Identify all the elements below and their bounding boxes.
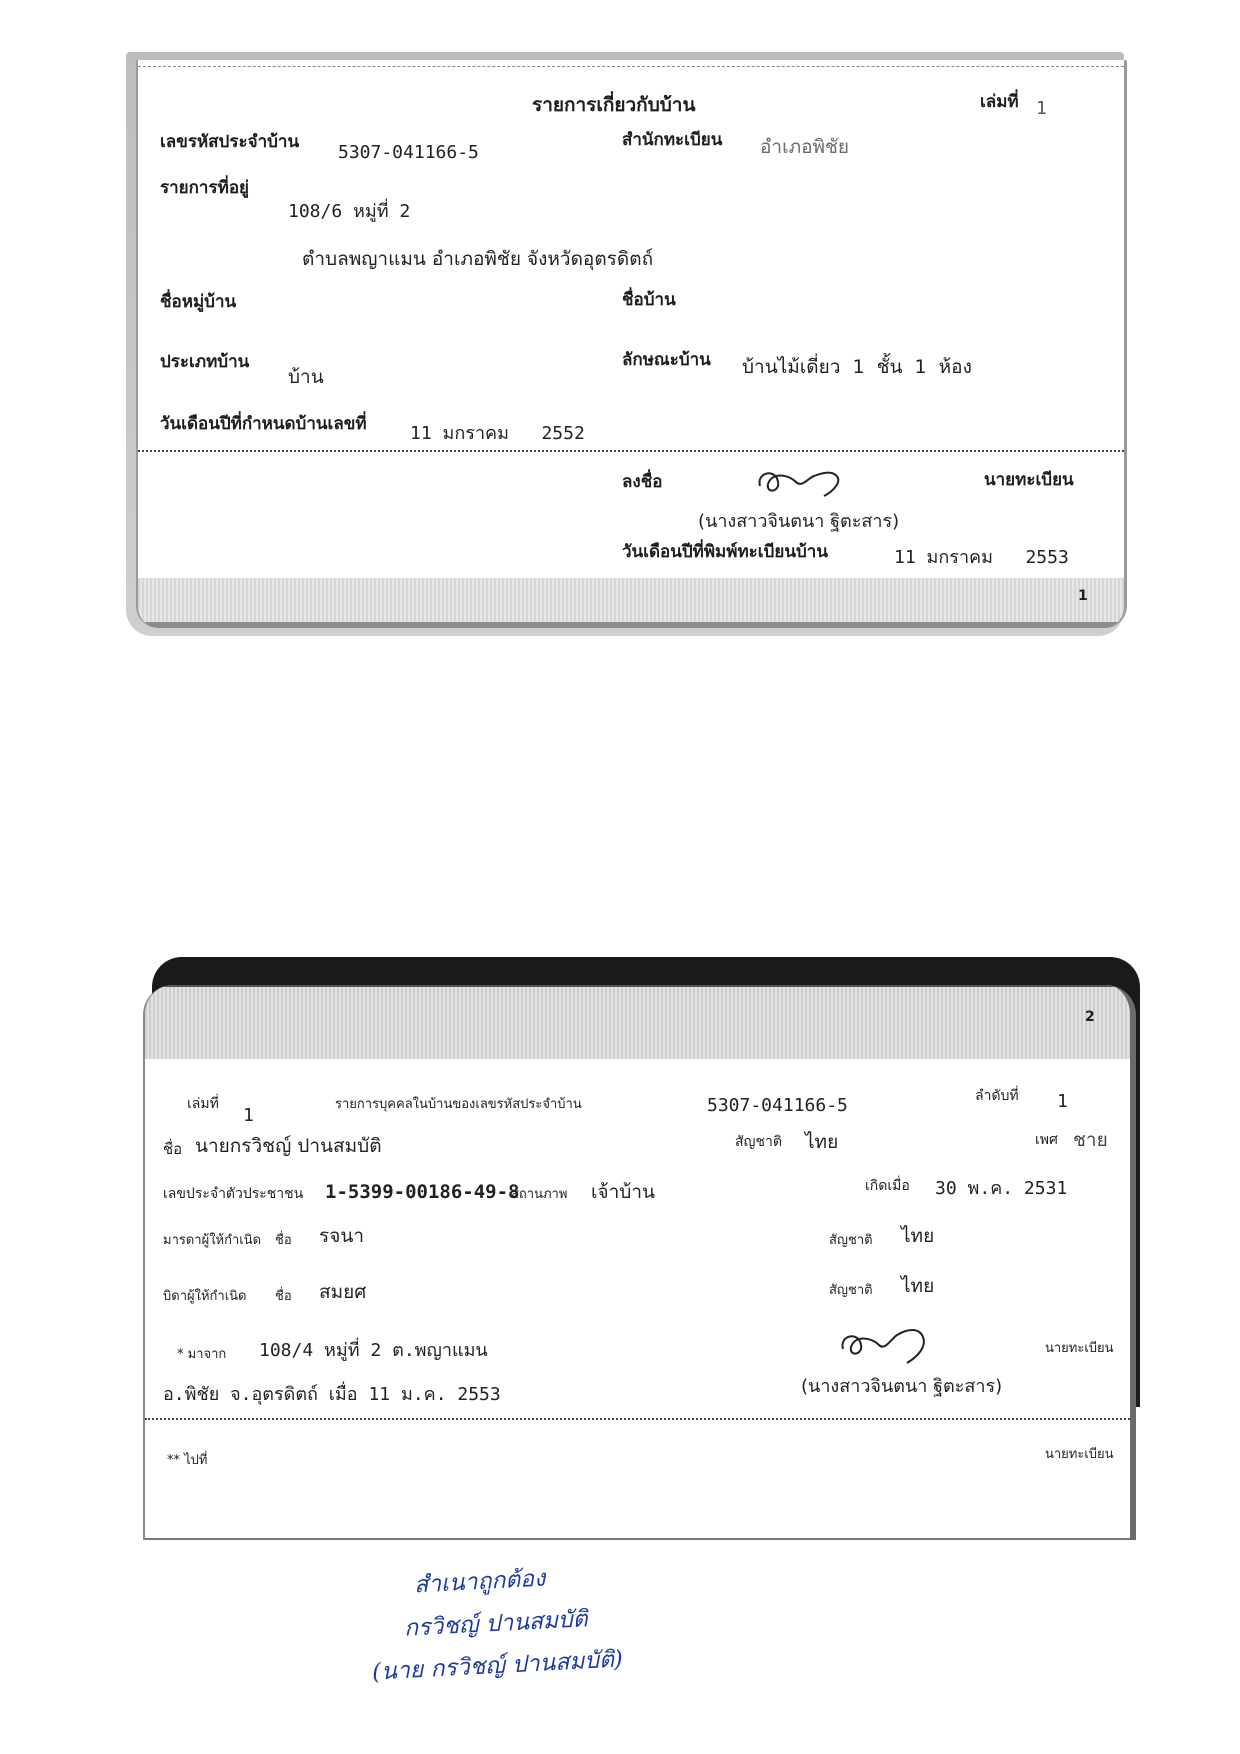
house-style-label: ลักษณะบ้าน (622, 350, 711, 370)
from-line-1: 108/4 หมู่ที่ 2 ต.พญาแมน (259, 1340, 488, 1361)
registrar-name: (นางสาวจินตนา ฐิตะสาร) (698, 511, 900, 532)
father-nationality-label: สัญชาติ (829, 1283, 873, 1298)
house-type: บ้าน (288, 366, 324, 388)
from-label: * มาจาก (177, 1347, 227, 1362)
house-card (136, 60, 1127, 628)
card-bottom-edge (138, 622, 1124, 628)
certification-signature: กรวิชญ์ ปานสมบัติ (403, 1606, 589, 1642)
father-label: บิดาผู้ให้กำเนิด (163, 1289, 247, 1304)
date-assigned: 11 มกราคม 2552 (410, 423, 585, 444)
mother-name: รจนา (319, 1225, 364, 1247)
house-name-label: ชื่อบ้าน (622, 290, 676, 310)
book-number: 1 (1036, 98, 1047, 119)
person-card (143, 985, 1136, 1540)
person-name: นายกรวิชญ์ ปานสมบัติ (195, 1135, 382, 1157)
certification-line-1: สำเนาถูกต้อง (413, 1565, 546, 1599)
house-card-title: รายการเกี่ยวกับบ้าน (532, 94, 696, 116)
from-line-2: อ.พิชัย จ.อุตรดิตถ์ เมื่อ 11 ม.ค. 2553 (163, 1384, 501, 1405)
sex: ชาย (1073, 1129, 1108, 1151)
sex-label: เพศ (1035, 1132, 1058, 1148)
book-label: เล่มที่ (980, 92, 1019, 112)
registrar-signature (754, 460, 844, 500)
registry-office: อำเภอพิชัย (760, 136, 850, 158)
house-code: 5307-041166-5 (338, 142, 479, 163)
book-number-2: 1 (243, 1105, 254, 1126)
registry-office-label: สำนักทะเบียน (622, 130, 723, 150)
person-list-title: รายการบุคคลในบ้านของเลขรหัสประจำบ้าน (335, 1097, 582, 1112)
separator-dotted (138, 450, 1124, 452)
house-style: บ้านไม้เดี่ยว 1 ชั้น 1 ห้อง (742, 356, 972, 378)
born-date: 30 พ.ค. 2531 (935, 1178, 1068, 1199)
address-line-2: ตำบลพญาแมน อำเภอพิชัย จังหวัดอุตรดิตถ์ (302, 248, 654, 270)
nationality: ไทย (805, 1131, 839, 1153)
sign-label: ลงชื่อ (622, 472, 663, 492)
person-card-header (145, 985, 1130, 1059)
print-date: 11 มกราคม 2553 (894, 547, 1069, 568)
mother-nationality: ไทย (901, 1225, 935, 1247)
house-code-label: เลขรหัสประจำบ้าน (160, 132, 300, 152)
person-house-code: 5307-041166-5 (707, 1095, 848, 1116)
father-nationality: ไทย (901, 1275, 935, 1297)
mother-label: มารดาผู้ให้กำเนิด (163, 1233, 262, 1248)
sequence-label: ลำดับที่ (975, 1088, 1019, 1104)
registrar-label-card2-bottom: นายทะเบียน (1045, 1447, 1114, 1462)
mother-name-label: ชื่อ (275, 1233, 292, 1248)
name-label: ชื่อ (163, 1140, 183, 1158)
id-number: 1-5399-00186-49-8 (325, 1181, 520, 1203)
address-label: รายการที่อยู่ (160, 178, 249, 198)
book-label-2: เล่มที่ (187, 1096, 219, 1112)
sequence-number: 1 (1057, 1091, 1068, 1112)
page-number-2: 2 (1085, 1009, 1095, 1025)
registrar-name-card2: (นางสาวจินตนา ฐิตะสาร) (801, 1376, 1003, 1397)
id-label: เลขประจำตัวประชาชน (163, 1186, 304, 1202)
village-label: ชื่อหมู่บ้าน (160, 292, 237, 312)
nationality-label: สัญชาติ (735, 1134, 782, 1150)
father-name-label: ชื่อ (275, 1289, 292, 1304)
certification-name: (นาย กรวิชญ์ ปานสมบัติ) (371, 1646, 624, 1686)
address-line-1: 108/6 หมู่ที่ 2 (288, 201, 411, 222)
card-footer-band (138, 578, 1124, 628)
registrar-signature-2 (835, 1319, 935, 1367)
mother-nationality-label: สัญชาติ (829, 1233, 873, 1248)
status: เจ้าบ้าน (591, 1181, 656, 1203)
card-top-line (138, 66, 1124, 67)
status-label: สถานภาพ (511, 1187, 568, 1202)
separator-dotted-2 (145, 1418, 1130, 1420)
goto-label: ** ไปที่ (167, 1453, 208, 1468)
print-date-label: วันเดือนปีที่พิมพ์ทะเบียนบ้าน (622, 542, 828, 562)
date-assigned-label: วันเดือนปีที่กำหนดบ้านเลขที่ (160, 414, 367, 434)
card-bottom-line (145, 1538, 1130, 1540)
father-name: สมยศ (319, 1281, 367, 1303)
house-type-label: ประเภทบ้าน (160, 352, 250, 372)
registrar-label: นายทะเบียน (984, 470, 1074, 490)
born-label: เกิดเมื่อ (865, 1178, 910, 1194)
registrar-label-card2: นายทะเบียน (1045, 1341, 1114, 1356)
page-number: 1 (1078, 588, 1088, 604)
